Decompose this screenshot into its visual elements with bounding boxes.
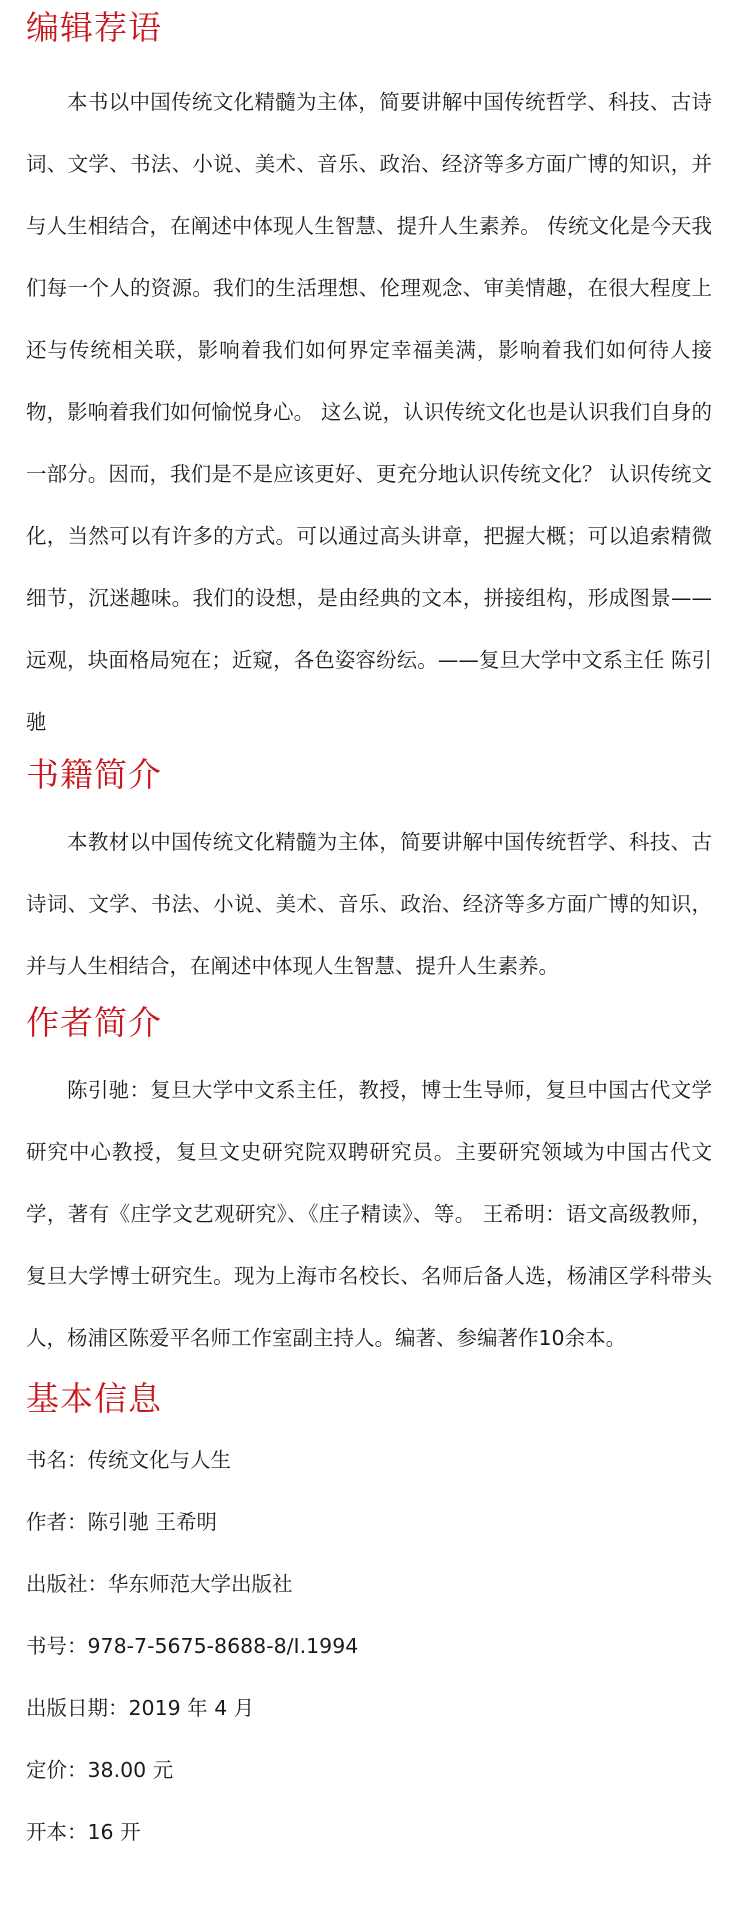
editor-recommendation-text: 本书以中国传统文化精髓为主体，简要讲解中国传统哲学、科技、古诗词、文学、书法、小说、美术、音乐、政治、经济等多方面广博的知识，并与人生相结合，在阐述中体现人生智慧、提升人生素养。 传统文化是今天我们每一个人的资源。我们的生活理想、伦理观念、审美情趣，在很大程度上还与传统相关联，影响着我们如何界定幸福美满，影响着我们如何待人接物，影响着我们如何愉悦身心。 这么说，认识传统文化也是认识我们自身的一部分。因而，我们是不是应该更好、更充分地认识传统文化？ 认识传统文化，当然可以有许多的方式。可以通过高头讲章，把握大概；可以追索精微细节，沉迷趣味。我们的设想，是由经典的文本，拼接组构，形成图景——远观，块面格局宛在；近窥，各色姿容纷纭。——复旦大学中文系主任 陈引驰 <box>26 90 712 734</box>
info-title: 书名：传统文化与人生 <box>26 1448 231 1472</box>
author-intro-text: 陈引驰：复旦大学中文系主任，教授，博士生导师，复旦中国古代文学研究中心教授，复旦文史研究院双聘研究员。主要研究领域为中国古代文学，著有《庄学文艺观研究》、《庄子精读》、等。 王希明：语文高级教师，复旦大学博士研究生。现为上海市名校长、名师后备人选，杨浦区学科带头人，杨浦区陈爱平名师工作室副主持人。编著、参编著作10余本。 <box>26 1078 712 1350</box>
book-intro-text: 本教材以中国传统文化精髓为主体，简要讲解中国传统哲学、科技、古诗词、文学、书法、小说、美术、音乐、政治、经济等多方面广博的知识，并与人生相结合，在阐述中体现人生智慧、提升人生素养。 <box>26 830 712 978</box>
author-intro-heading: 作者简介 <box>26 1003 162 1042</box>
info-authors: 作者：陈引驰 王希明 <box>26 1510 218 1534</box>
editor-recommendation-heading: 编辑荐语 <box>26 8 162 47</box>
basic-info-list <box>26 1429 712 1863</box>
info-isbn: 书号：978-7-5675-8688-8/I.1994 <box>26 1634 359 1658</box>
info-price: 定价：38.00 元 <box>26 1758 174 1782</box>
book-intro-heading: 书籍简介 <box>26 755 162 794</box>
info-publish-date: 出版日期：2019 年 4 月 <box>26 1696 255 1720</box>
basic-info-heading: 基本信息 <box>26 1379 162 1418</box>
info-publisher: 出版社：华东师范大学出版社 <box>26 1572 293 1596</box>
info-format: 开本：16 开 <box>26 1820 141 1844</box>
